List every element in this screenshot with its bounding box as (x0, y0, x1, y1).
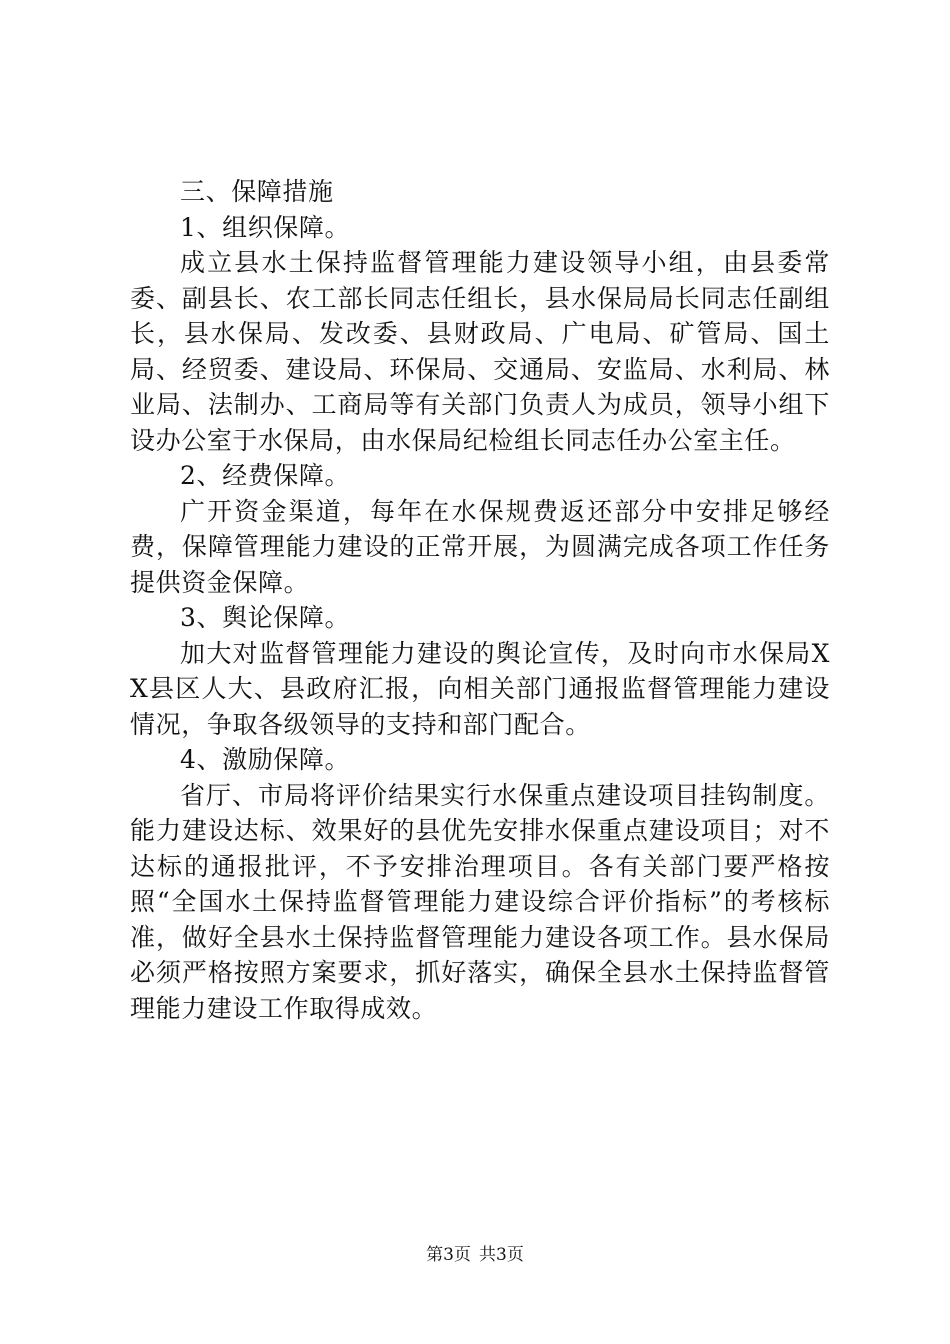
body-paragraph: 省厅、市局将评价结果实行水保重点建设项目挂钩制度。能力建设达标、效果好的县优先安排水保重点建设项目；对不达标的通报批评，不予安排治理项目。各有关部门要严格按照“全国水土保持监督管理能力建设综合评价指标”的考核标准，做好全县水土保持监督管理能力建设各项工作。县水保局必须严格按照方案要求，抓好落实，确保全县水土保持监督管理能力建设工作取得成效。 (130, 780, 830, 1023)
body-paragraph: 加大对监督管理能力建设的舆论宣传，及时向市水保局XX县区人大、县政府汇报，向相关部门通报监督管理能力建设情况，争取各级领导的支持和部门配合。 (130, 638, 830, 739)
subsection-heading: 3、舆论保障。 (180, 603, 351, 632)
section-heading: 三、保障措施 (180, 177, 334, 206)
page-footer (0, 1244, 950, 1266)
subsection-heading: 1、组织保障。 (180, 212, 351, 242)
body-paragraph: 广开资金渠道，每年在水保规费返还部分中安排足够经费，保障管理能力建设的正常开展，为圆满完成各项工作任务提供资金保障。 (130, 496, 830, 597)
body-paragraph: 成立县水土保持监督管理能力建设领导小组，由县委常委、副县长、农工部长同志任组长，县水保局局长同志任副组长，县水保局、发改委、县财政局、广电局、矿管局、国土局、经贸委、建设局、环保局、交通局、安监局、水利局、林业局、法制办、工商局等有关部门负责人为成员，领导小组下设办公室于水保局，由水保局纪检组长同志任办公室主任。 (130, 248, 830, 455)
page-number: 第3页 (426, 1245, 471, 1265)
document-body (130, 174, 830, 1026)
page-total: 共3页 (479, 1245, 524, 1265)
subsection-heading: 4、激励保障。 (180, 745, 351, 774)
subsection-heading: 2、经费保障。 (180, 461, 351, 490)
